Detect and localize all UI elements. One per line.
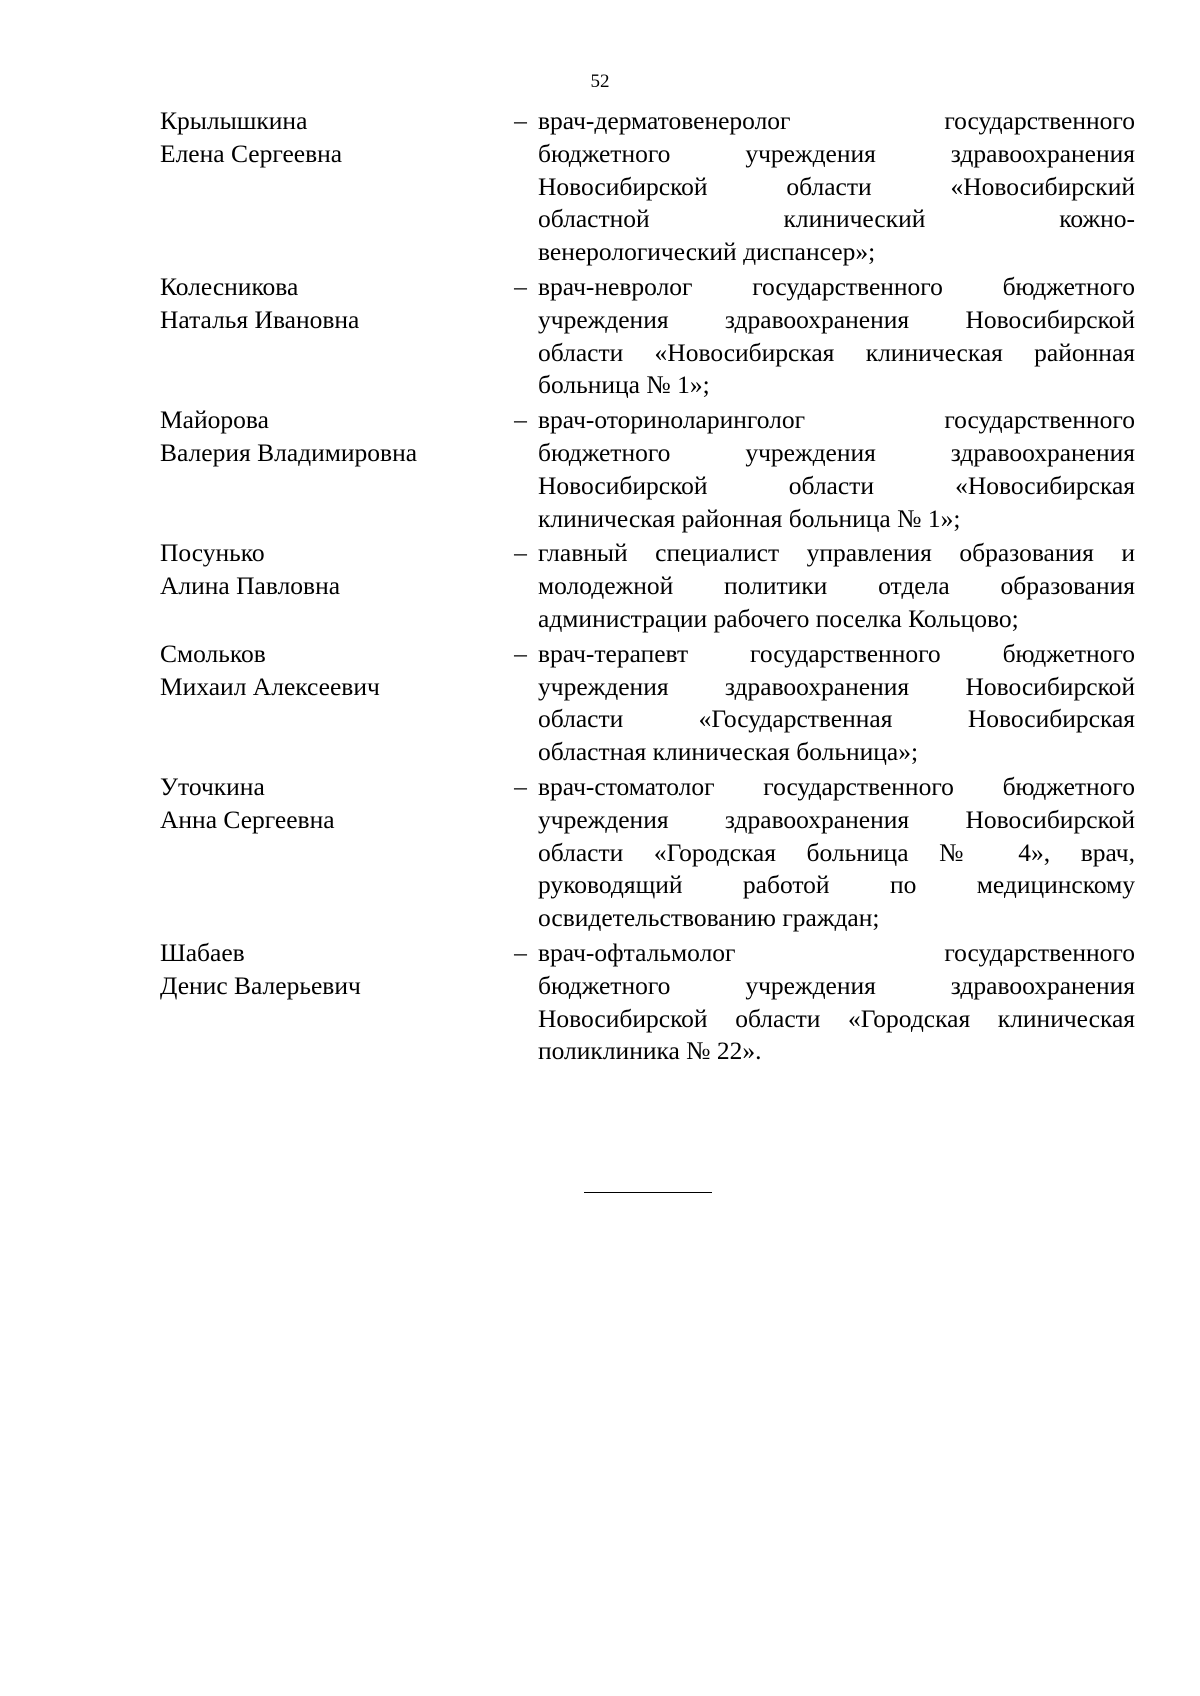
member-surname: Смольков: [160, 638, 266, 668]
member-name: [160, 937, 500, 1003]
member-position: [538, 937, 1135, 1068]
position-line: области «Новосибирская клиническая районная: [538, 337, 1135, 367]
position-line: больница № 1»;: [538, 370, 710, 400]
position-line: венерологический диспансер»;: [538, 237, 876, 267]
separator-dash: –: [514, 405, 527, 435]
position-line: бюджетного учреждения здравоохранения: [538, 970, 1135, 1000]
position-line: администрации рабочего поселка Кольцово;: [538, 603, 1019, 633]
position-line: поликлиника № 22».: [538, 1036, 762, 1066]
member-surname: Колесникова: [160, 271, 299, 301]
member-position: [538, 771, 1135, 935]
commission-member-list: [160, 105, 1135, 1070]
position-line: Новосибирской области «Новосибирская: [538, 470, 1135, 500]
member-entry: [160, 537, 1135, 635]
position-line: бюджетного учреждения здравоохранения: [538, 138, 1135, 168]
position-line: клиническая районная больница № 1»;: [538, 503, 961, 533]
position-line: главный специалист управления образования и: [538, 538, 1135, 568]
document-end-rule: [584, 1192, 712, 1193]
position-line: учреждения здравоохранения Новосибирской: [538, 671, 1135, 701]
member-position: [538, 638, 1135, 769]
position-line: врач-невролог государственного бюджетного: [538, 271, 1135, 301]
position-line: Новосибирской области «Новосибирский: [538, 171, 1135, 201]
member-given-names: Денис Валерьевич: [160, 970, 361, 1000]
position-line: областной клинический кожно-: [538, 204, 1135, 234]
member-name: [160, 537, 500, 603]
member-name: [160, 271, 500, 337]
position-line: руководящий работой по медицинскому: [538, 870, 1135, 900]
position-line: врач-стоматолог государственного бюджетного: [538, 771, 1135, 801]
position-line: врач-дерматовенеролог государственного: [538, 106, 1135, 135]
separator-dash: –: [514, 638, 527, 668]
position-line: врач-офтальмолог государственного: [538, 937, 1135, 967]
position-line: врач-терапевт государственного бюджетного: [538, 638, 1135, 668]
member-surname: Крылышкина: [160, 106, 308, 135]
member-position: [538, 105, 1135, 269]
position-line: области «Государственная Новосибирская: [538, 704, 1135, 734]
member-given-names: Михаил Алексеевич: [160, 671, 380, 701]
member-name: [160, 105, 500, 171]
member-name: [160, 638, 500, 704]
member-entry: [160, 771, 1135, 935]
member-surname: Шабаев: [160, 937, 245, 967]
member-surname: Посунько: [160, 538, 265, 568]
member-surname: Уточкина: [160, 771, 265, 801]
position-line: учреждения здравоохранения Новосибирской: [538, 304, 1135, 334]
member-given-names: Валерия Владимировна: [160, 437, 418, 467]
member-position: [538, 537, 1135, 635]
position-line: области «Городская больница № 4», врач,: [538, 837, 1135, 867]
member-position: [538, 404, 1135, 535]
member-name: [160, 404, 500, 470]
member-entry: [160, 105, 1135, 269]
position-line: бюджетного учреждения здравоохранения: [538, 437, 1135, 467]
page-number: 52: [590, 71, 610, 92]
separator-dash: –: [514, 937, 527, 967]
member-entry: [160, 271, 1135, 402]
member-entry: [160, 404, 1135, 535]
member-given-names: Анна Сергеевна: [160, 804, 335, 834]
member-surname: Майорова: [160, 405, 269, 435]
position-line: областная клиническая больница»;: [538, 737, 919, 767]
member-entry: [160, 638, 1135, 769]
member-given-names: Алина Павловна: [160, 571, 341, 601]
member-given-names: Наталья Ивановна: [160, 304, 360, 334]
separator-dash: –: [514, 106, 527, 135]
member-given-names: Елена Сергеевна: [160, 138, 343, 168]
separator-dash: –: [514, 771, 527, 801]
position-line: учреждения здравоохранения Новосибирской: [538, 804, 1135, 834]
position-line: врач-оториноларинголог государственного: [538, 405, 1135, 435]
member-name: [160, 771, 500, 837]
position-line: освидетельствованию граждан;: [538, 903, 880, 933]
separator-dash: –: [514, 538, 527, 568]
member-entry: [160, 937, 1135, 1068]
position-line: Новосибирской области «Городская клиническая: [538, 1003, 1135, 1033]
position-line: молодежной политики отдела образования: [538, 571, 1135, 601]
member-position: [538, 271, 1135, 402]
separator-dash: –: [514, 271, 527, 301]
